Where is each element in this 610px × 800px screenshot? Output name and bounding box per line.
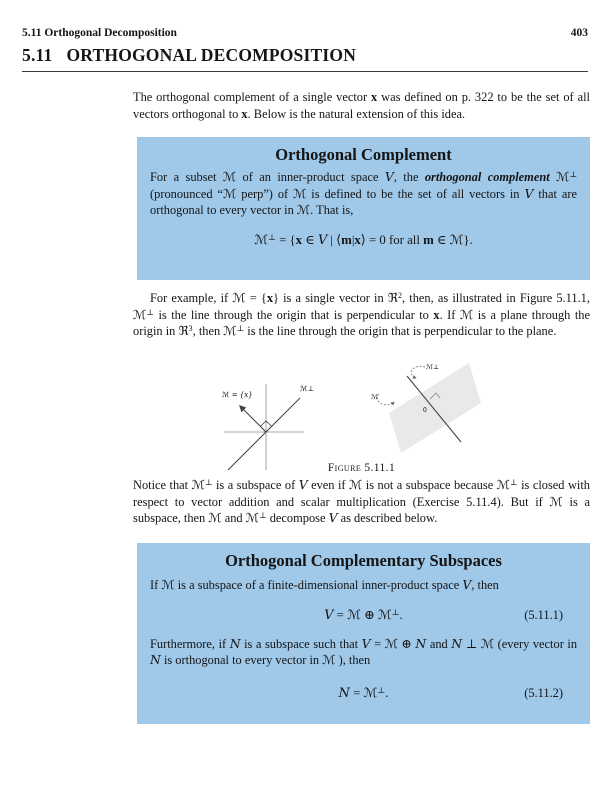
section-title: ORTHOGONAL DECOMPOSITION bbox=[66, 45, 357, 65]
equation-orthogonal-complement: ℳ⊥ = {x ∈ V | ⟨m|x⟩ = 0 for all m ∈ ℳ}. bbox=[254, 231, 473, 248]
section-rule bbox=[22, 71, 588, 72]
equation-5-11-2-row bbox=[150, 685, 577, 702]
label-m-plane: ℳ bbox=[371, 393, 378, 401]
box-title-complementary-subspaces: Orthogonal Complementary Subspaces bbox=[225, 551, 502, 570]
figure-3d-plane-diagram bbox=[369, 360, 509, 470]
plane-m bbox=[389, 363, 481, 453]
label-m-equals-x: ℳ = {x} bbox=[222, 391, 253, 399]
figure-5-11-1 bbox=[133, 360, 590, 475]
equation-number-5-11-1: (5.11.1) bbox=[524, 607, 563, 622]
running-head-title: 5.11 Orthogonal Decomposition bbox=[22, 27, 177, 39]
equation-number-5-11-2: (5.11.2) bbox=[524, 685, 563, 700]
section-number: 5.11 bbox=[22, 45, 53, 65]
label-m-perp-3d: ℳ⊥ bbox=[426, 363, 440, 371]
m-perp-line bbox=[228, 398, 300, 470]
box-title-orthogonal-complement: Orthogonal Complement bbox=[275, 145, 452, 164]
intro-paragraph: The orthogonal complement of a single vector x was defined on p. 322 to be the set of all vectors orthogonal to x. Below is the natural extension of this idea. bbox=[133, 90, 590, 121]
definition-box-orthogonal-complement bbox=[137, 137, 590, 280]
running-head-row bbox=[22, 27, 588, 39]
figure-caption: Figure 5.11.1 bbox=[327, 462, 396, 474]
example-paragraph: For example, if ℳ = {x} is a single vector in ℜ$^2$, then, as illustrated in Figure 5.11.1, ℳ⊥ is the line through the origin that is perpendicular to x. If ℳ is a plane through the origin in ℜ$^3$, then ℳ⊥ is the line through the origin that is perpendicular to the plane. bbox=[133, 290, 590, 339]
label-m-perp-2d: ℳ⊥ bbox=[300, 385, 315, 393]
label-origin: 0 bbox=[423, 407, 427, 414]
equation-5-11-1-row bbox=[150, 607, 577, 624]
box-body-orthogonal-complement: For a subset ℳ of an inner-product space V, the orthogonal complement ℳ⊥ (pronounced “ℳ perp”) of ℳ is defined to be the set of all vectors in V that are orthogonal to every vector in ℳ. That is, bbox=[150, 169, 577, 218]
figure-2d-perpendicular-diagram bbox=[214, 370, 334, 475]
page-number: 403 bbox=[570, 27, 588, 39]
m-pointer-arc bbox=[377, 394, 394, 405]
equation-5-11-1: V = ℳ ⊕ ℳ⊥. bbox=[324, 606, 403, 623]
equation-5-11-2: N = ℳ⊥. bbox=[338, 684, 389, 701]
box2-furthermore-paragraph: Furthermore, if N is a subspace such that V = ℳ ⊕ N and N ⊥ ℳ (every vector in N is orthogonal to every vector in ℳ ), then bbox=[150, 635, 578, 668]
section-heading bbox=[22, 45, 588, 66]
notice-paragraph: Notice that ℳ⊥ is a subspace of V even if ℳ is not a subspace because ℳ⊥ is closed with respect to vector addition and scalar multiplication (Exercise 5.11.4). But if ℳ is a subspace, then ℳ and ℳ⊥ decompose V as described below. bbox=[133, 477, 590, 526]
box2-intro-line: If ℳ is a subspace of a finite-dimensional inner-product space V, then bbox=[150, 577, 499, 592]
m-perp-pointer-arc bbox=[411, 366, 425, 378]
theorem-box-orthogonal-complementary-subspaces bbox=[137, 543, 590, 724]
